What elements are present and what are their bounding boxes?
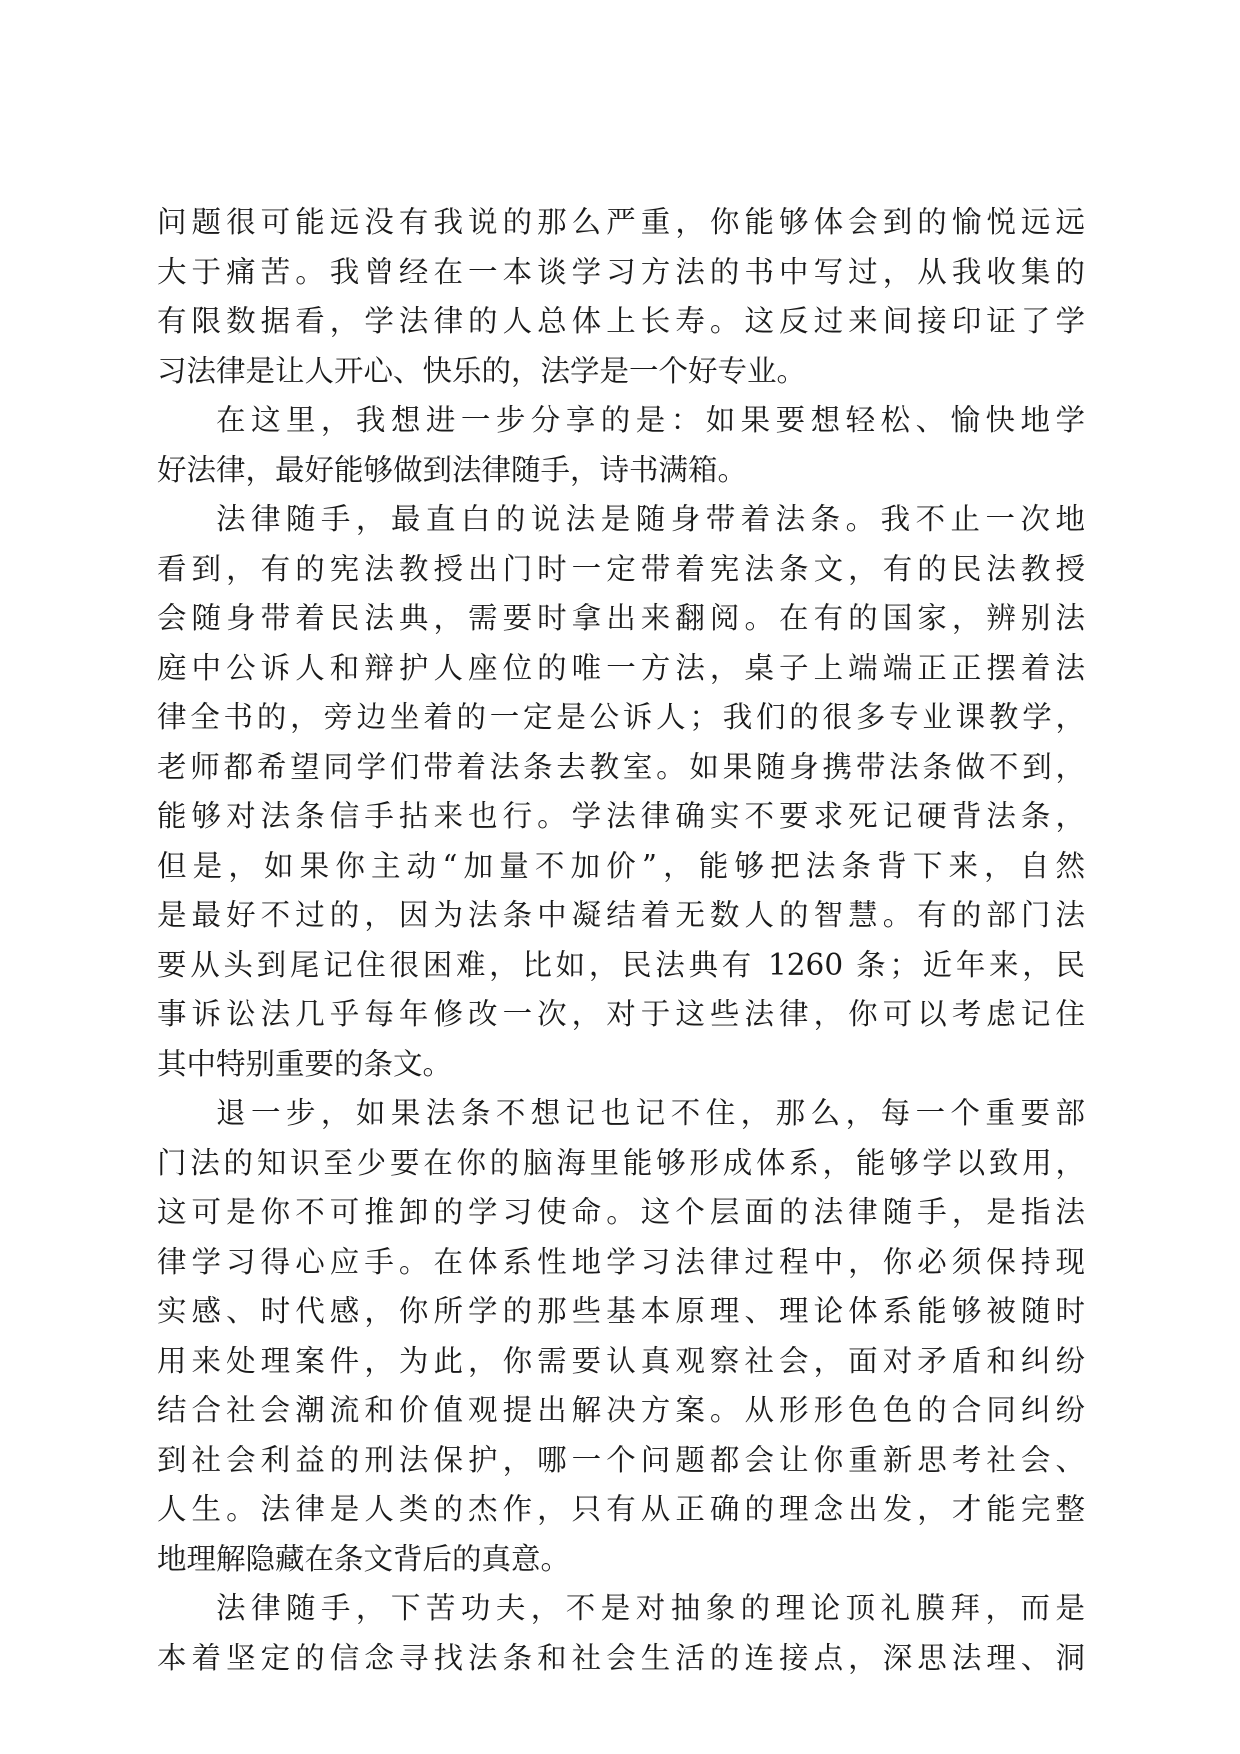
text-line: 本着坚定的信念寻找法条和社会生活的连接点，深思法理、洞 — [157, 1640, 1085, 1675]
text-line: 是最好不过的，因为法条中凝结着无数人的智慧。有的部门法 — [157, 898, 1085, 932]
text-line: 律学习得心应手。在体系性地学习法律过程中，你必须保持现 — [157, 1244, 1085, 1279]
text-line: 其中特别重要的条文。 — [157, 1046, 453, 1081]
paragraph-first-line: 法律随手，下苦功夫，不是对抽象的理论顶礼膜拜，而是 — [216, 1591, 1085, 1625]
text-line: 律全书的，旁边坐着的一定是公诉人；我们的很多专业课教学， — [157, 700, 1085, 734]
paragraph-first-line: 法律随手，最直白的说法是随身带着法条。我不止一次地 — [216, 502, 1085, 536]
text-line: 用来处理案件，为此，你需要认真观察社会，面对矛盾和纠纷 — [157, 1343, 1085, 1378]
text-line: 要从头到尾记住很困难，比如，民法典有 1260 条；近年来，民 — [157, 947, 1085, 982]
text-line: 大于痛苦。我曾经在一本谈学习方法的书中写过，从我收集的 — [157, 254, 1085, 289]
text-line: 这可是你不可推卸的学习使命。这个层面的法律随手，是指法 — [157, 1195, 1085, 1229]
text-line: 有限数据看，学法律的人总体上长寿。这反过来间接印证了学 — [157, 304, 1085, 338]
paragraph-first-line: 在这里，我想进一步分享的是：如果要想轻松、愉快地学 — [216, 403, 1085, 437]
text-line: 庭中公诉人和辩护人座位的唯一方法，桌子上端端正正摆着法 — [157, 650, 1085, 685]
text-line: 问题很可能远没有我说的那么严重，你能够体会到的愉悦远远 — [157, 205, 1085, 239]
text-line: 结合社会潮流和价值观提出解决方案。从形形色色的合同纠纷 — [157, 1393, 1085, 1427]
paragraph-first-line: 退一步，如果法条不想记也记不住，那么，每一个重要部 — [216, 1096, 1085, 1130]
text-line: 习法律是让人开心、快乐的，法学是一个好专业。 — [157, 353, 807, 388]
text-line: 看到，有的宪法教授出门时一定带着宪法条文，有的民法教授 — [157, 551, 1085, 586]
text-line: 实感、时代感，你所学的那些基本原理、理论体系能够被随时 — [157, 1294, 1085, 1328]
text-line: 能够对法条信手拈来也行。学法律确实不要求死记硬背法条， — [157, 799, 1085, 833]
text-line: 人生。法律是人类的杰作，只有从正确的理念出发，才能完整 — [157, 1492, 1085, 1526]
body-text — [157, 198, 1085, 1683]
text-line: 到社会利益的刑法保护，哪一个问题都会让你重新思考社会、 — [157, 1442, 1085, 1477]
text-line: 门法的知识至少要在你的脑海里能够形成体系，能够学以致用， — [157, 1145, 1085, 1180]
text-line: 会随身带着民法典，需要时拿出来翻阅。在有的国家，辨别法 — [157, 601, 1085, 635]
text-line: 老师都希望同学们带着法条去教室。如果随身携带法条做不到， — [157, 749, 1085, 784]
text-line: 事诉讼法几乎每年修改一次，对于这些法律，你可以考虑记住 — [157, 997, 1085, 1031]
text-line: 但是，如果你主动“加量不加价”，能够把法条背下来，自然 — [157, 848, 1085, 883]
text-line: 好法律，最好能够做到法律随手，诗书满箱。 — [157, 452, 748, 487]
text-line: 地理解隐藏在条文背后的真意。 — [157, 1541, 571, 1576]
